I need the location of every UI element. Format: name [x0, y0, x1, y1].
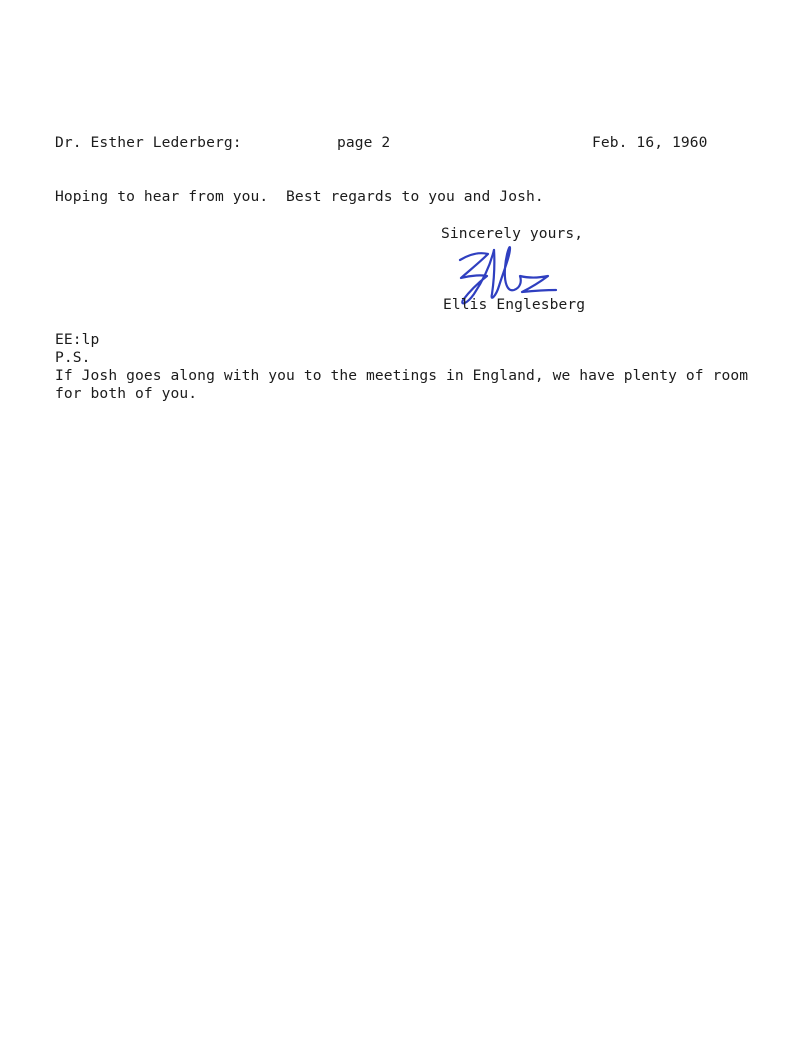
- postscript-label: P.S.: [55, 349, 91, 366]
- postscript-line: for both of you.: [55, 385, 198, 402]
- reference-initials: EE:lp: [55, 331, 100, 348]
- complimentary-close: Sincerely yours,: [441, 225, 584, 242]
- signer-name: Ellis Englesberg: [443, 296, 586, 313]
- postscript-line: If Josh goes along with you to the meetings in England, we have plenty of room: [55, 367, 749, 384]
- body-paragraph: Hoping to hear from you. Best regards to you and Josh.: [55, 188, 544, 205]
- recipient-salutation: Dr. Esther Lederberg:: [55, 134, 242, 151]
- page-number: page 2: [337, 134, 391, 151]
- letter-date: Feb. 16, 1960: [592, 134, 708, 151]
